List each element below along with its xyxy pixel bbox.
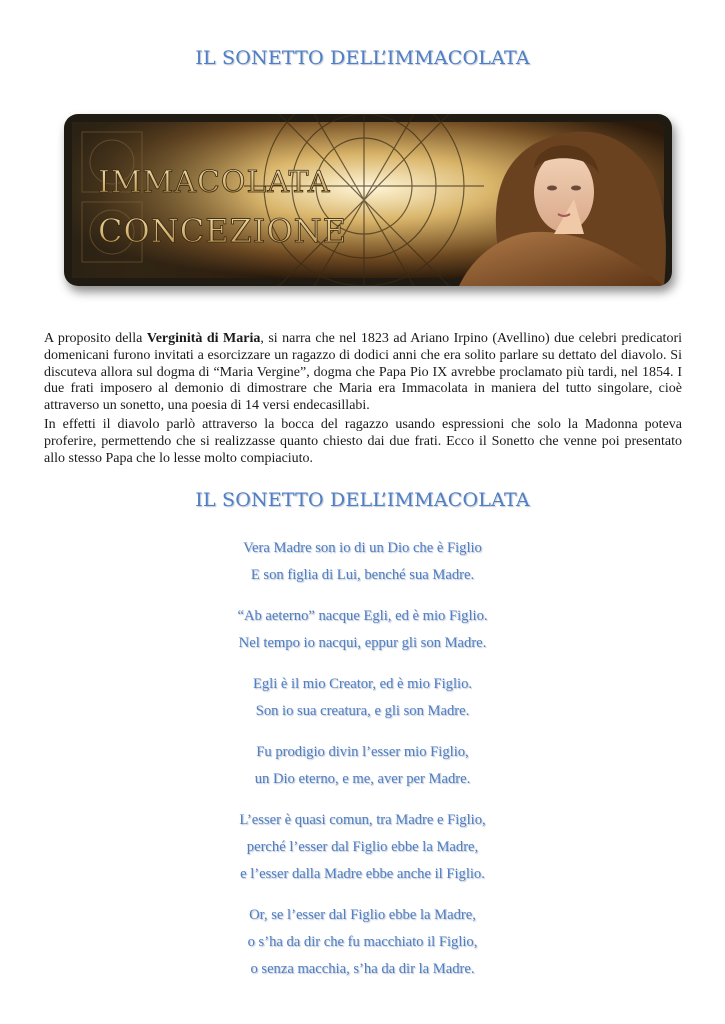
verse: un Dio eterno, e me, aver per Madre. xyxy=(254,771,471,787)
stanza-1 xyxy=(0,535,725,589)
banner-title-line2: CONCEZIONE xyxy=(98,212,348,250)
verse: L’esser è quasi comun, tra Madre e Figlio, xyxy=(239,812,486,828)
stanza-3 xyxy=(0,671,725,725)
intro-paragraph-2: In effetti il diavolo parlò attraverso la bocca del ragazzo usando espressioni che solo la Madonna poteva proferire, permettendo che si realizzasse quanto chiesto dai due frati. Ecco il Sonetto che venne poi presentato allo stesso Papa che lo lesse molto compiaciuto. xyxy=(44,417,682,466)
sonnet-title: IL SONETTO DELL’IMMACOLATA xyxy=(195,489,530,511)
stanza-5 xyxy=(0,807,725,888)
intro-p1-emphasis: Verginità di Maria xyxy=(146,331,261,346)
intro-paragraph-1 xyxy=(44,331,682,415)
page-title: IL SONETTO DELL’IMMACOLATA xyxy=(195,47,530,69)
verse: “Ab aeterno” nacque Egli, ed è mio Figlio. xyxy=(237,608,488,624)
banner-title-line1: IMMACOLATA xyxy=(98,165,331,200)
verse: o s’ha da dir che fu macchiato il Figlio, xyxy=(247,934,478,950)
verse: Or, se l’esser dal Figlio ebbe la Madre, xyxy=(249,907,476,923)
verse: o senza macchia, s’ha da dir la Madre. xyxy=(250,961,475,977)
verse: Nel tempo io nacqui, eppur gli son Madre. xyxy=(238,635,487,651)
stanza-2 xyxy=(0,603,725,657)
banner-image xyxy=(64,114,672,286)
verse: Egli è il mio Creator, ed è mio Figlio. xyxy=(252,676,473,692)
intro-p1-body: , si narra che nel 1823 ad Ariano Irpino (Avellino) due celebri predicatori domenicani furono invitati a esorcizzare un ragazzo di dodici anni che era solito parlare su dettato del diavolo. Si discuteva allora sul dogma di “Maria Vergine”, dogma che Papa Pio IX avrebbe proclamato più tardi, nel 1854. I due frati imposero al demonio di dimostrare che Maria era Immacolata in maniera del tutto singolare, cioè attraverso un sonetto, una poesia di 14 versi endecasillabi. xyxy=(44,331,682,414)
verse: E son figlia di Lui, benché sua Madre. xyxy=(250,567,475,583)
stanza-6 xyxy=(0,902,725,983)
verse: Vera Madre son io di un Dio che è Figlio xyxy=(243,540,482,556)
verse: perché l’esser dal Figlio ebbe la Madre, xyxy=(246,839,479,855)
intro-p1-lead: A proposito della xyxy=(44,331,147,346)
banner-graphic xyxy=(64,114,672,286)
verse: Fu prodigio divin l’esser mio Figlio, xyxy=(256,744,469,760)
stanza-4 xyxy=(0,739,725,793)
verse: Son io sua creatura, e gli son Madre. xyxy=(255,703,470,719)
verse: e l’esser dalla Madre ebbe anche il Figlio. xyxy=(240,866,485,882)
